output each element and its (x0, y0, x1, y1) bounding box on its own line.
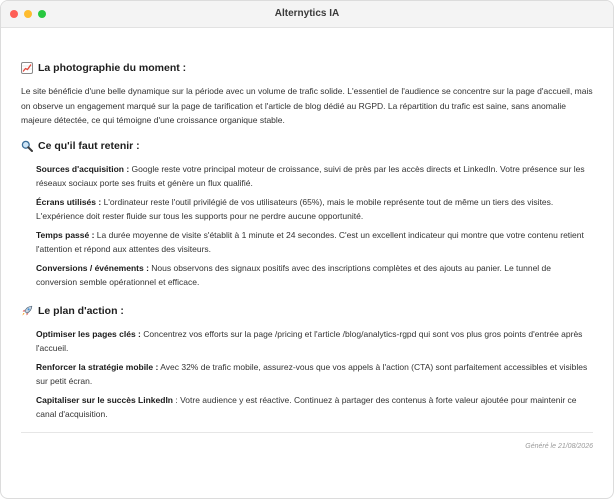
list-item (36, 162, 593, 191)
item-title: Temps passé : (36, 229, 95, 240)
action-plan-list (21, 327, 593, 422)
item-title: Capitaliser sur le succès LinkedIn (36, 394, 174, 405)
item-title: Optimiser les pages clés : (36, 328, 141, 339)
item-text: La durée moyenne de visite s'établit à 1 minute et 24 secondes. C'est un excellent indicateur qui montre que votre contenu retient l'attention et répond aux attentes des visiteurs. (36, 229, 584, 254)
list-item (36, 261, 593, 290)
action-plan-heading (21, 305, 593, 317)
list-item (36, 195, 593, 224)
list-item (36, 228, 593, 257)
item-text: L'ordinateur reste l'outil privilégié de vos utilisateurs (65%), mais le mobile représente tout de même un tiers des visites. L'expérience doit rester fluide sur tous les supports pour ne perdre aucune opportunité. (36, 196, 554, 221)
chart-increasing-icon (21, 62, 33, 74)
item-text: : Votre audience y est réactive. Continuez à partager des contenus à forte valeur ajoutée pour maintenir ce canal d'acquisition. (36, 394, 577, 419)
snapshot-paragraph: Le site bénéficie d'une belle dynamique sur la période avec un volume de trafic solide. L'essentiel de l'audience se concentre sur la page d'accueil, mais on observe un engagement marqué sur la page de tarification et l'article de blog dédié au RGPD. La répartition du trafic est saine, sans anomalie majeure détectée, ce qui témoigne d'une croissance organique stable. (21, 86, 593, 125)
generated-date: Généré le 21/08/2026 (525, 442, 593, 450)
magnifying-glass-icon (21, 140, 33, 152)
list-item (36, 327, 593, 356)
title-bar (1, 1, 613, 28)
item-title: Écrans utilisés : (36, 196, 102, 207)
item-title: Conversions / événements : (36, 262, 149, 273)
item-title: Renforcer la stratégie mobile : (36, 361, 159, 372)
item-title: Sources d'acquisition : (36, 163, 130, 174)
snapshot-heading (21, 62, 593, 74)
item-text: Nous observons des signaux positifs avec des inscriptions complètes et des ajouts au panier. Le tunnel de conversion semble opérationnel et efficace. (36, 262, 552, 287)
snapshot-heading-text: La photographie du moment : (38, 62, 187, 74)
report-content (1, 62, 613, 450)
window-title: Alternytics IA (274, 8, 340, 19)
list-item (36, 393, 593, 422)
action-plan-heading-text: Le plan d'action : (38, 304, 124, 317)
item-text: Concentrez vos efforts sur la page /pricing et l'article /blog/analytics-rgpd qui sont vos plus gros points d'entrée après l'accueil. (36, 328, 583, 353)
rocket-icon (21, 305, 33, 317)
list-item (36, 360, 593, 389)
takeaways-list (21, 162, 593, 290)
item-text: Google reste votre principal moteur de croissance, suivi de près par les accès directs et LinkedIn. Votre présence sur les réseaux sociaux porte ses fruits et génère un flux qualifié. (36, 163, 585, 188)
takeaways-heading (21, 140, 593, 152)
takeaways-heading-text: Ce qu'il faut retenir : (38, 139, 140, 152)
item-text: Avec 32% de trafic mobile, assurez-vous que vos appels à l'action (CTA) sont parfaitement accessibles et visibles sur petit écran. (36, 361, 588, 386)
footer-divider (21, 432, 593, 433)
